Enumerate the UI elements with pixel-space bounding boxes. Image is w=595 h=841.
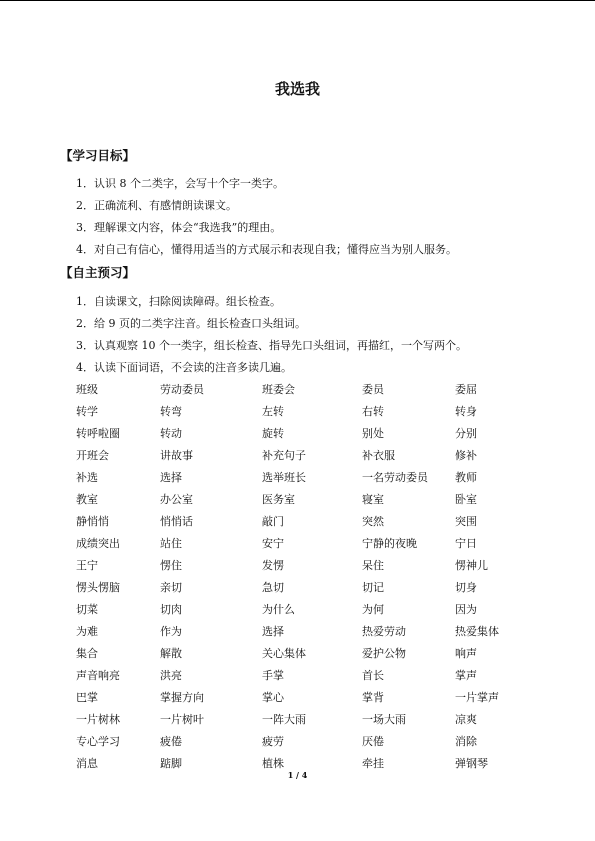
word-cell: 站住	[160, 537, 182, 550]
word-cell: 宁日	[455, 537, 477, 550]
word-row	[0, 425, 595, 441]
word-cell: 教室	[76, 493, 98, 506]
goal-item-2: 2．正确流利、有感情朗读课文。	[76, 199, 237, 212]
word-cell: 踮脚	[160, 757, 182, 770]
word-cell: 热爱集体	[455, 625, 499, 638]
word-cell: 解散	[160, 647, 182, 660]
word-cell: 手掌	[262, 669, 284, 682]
word-cell: 委屈	[455, 383, 477, 396]
word-cell: 声音响亮	[76, 669, 120, 682]
word-cell: 为什么	[262, 603, 295, 616]
word-cell: 转弯	[160, 405, 182, 418]
word-cell: 安宁	[262, 537, 284, 550]
word-cell: 委员	[362, 383, 384, 396]
word-cell: 急切	[262, 581, 284, 594]
word-cell: 别处	[362, 427, 384, 440]
word-cell: 转呼啦圈	[76, 427, 120, 440]
word-cell: 一阵大雨	[262, 713, 306, 726]
word-cell: 宁静的夜晚	[362, 537, 417, 550]
word-cell: 切菜	[76, 603, 98, 616]
goal-item-3: 3．理解课文内容，体会“我选我”的理由。	[76, 221, 282, 234]
word-cell: 响声	[455, 647, 477, 660]
word-cell: 突围	[455, 515, 477, 528]
word-cell: 突然	[362, 515, 384, 528]
word-cell: 补充句子	[262, 449, 306, 462]
goal-item-4: 4．对自己有信心，懂得用适当的方式展示和表现自我；懂得应当为别人服务。	[76, 243, 457, 256]
word-cell: 成绩突出	[76, 537, 120, 550]
word-cell: 转学	[76, 405, 98, 418]
word-cell: 洪亮	[160, 669, 182, 682]
word-cell: 班级	[76, 383, 98, 396]
word-cell: 右转	[362, 405, 384, 418]
word-row	[0, 535, 595, 551]
word-cell: 医务室	[262, 493, 295, 506]
word-cell: 亲切	[160, 581, 182, 594]
word-row	[0, 381, 595, 397]
word-cell: 掌声	[455, 669, 477, 682]
goal-item-1: 1．认识 8 个二类字，会写十个字一类字。	[76, 177, 284, 190]
word-row	[0, 755, 595, 771]
word-cell: 厌倦	[362, 735, 384, 748]
word-cell: 班委会	[262, 383, 295, 396]
word-cell: 发愣	[262, 559, 284, 572]
word-cell: 凉爽	[455, 713, 477, 726]
word-row	[0, 447, 595, 463]
word-cell: 补衣服	[362, 449, 395, 462]
word-cell: 消除	[455, 735, 477, 748]
word-cell: 消息	[76, 757, 98, 770]
word-cell: 集合	[76, 647, 98, 660]
word-cell: 因为	[455, 603, 477, 616]
word-cell: 敲门	[262, 515, 284, 528]
word-cell: 疲劳	[262, 735, 284, 748]
word-cell: 愣神儿	[455, 559, 488, 572]
word-cell: 掌心	[262, 691, 284, 704]
word-row	[0, 601, 595, 617]
word-cell: 办公室	[160, 493, 193, 506]
preview-item-1: 1．自读课文，扫除阅读障碍。组长检查。	[76, 295, 281, 308]
goals-heading: 【学习目标】	[60, 148, 136, 163]
word-cell: 热爱劳动	[362, 625, 406, 638]
word-row	[0, 623, 595, 639]
word-row	[0, 513, 595, 529]
word-cell: 教师	[455, 471, 477, 484]
word-cell: 补选	[76, 471, 98, 484]
preview-item-3: 3．认真观察 10 个一类字，组长检查、指导先口头组词，再描红，一个写两个。	[76, 339, 467, 352]
word-cell: 分别	[455, 427, 477, 440]
word-cell: 弹钢琴	[455, 757, 488, 770]
word-cell: 一片掌声	[455, 691, 499, 704]
word-cell: 开班会	[76, 449, 109, 462]
word-cell: 爱护公物	[362, 647, 406, 660]
word-cell: 选举班长	[262, 471, 306, 484]
word-cell: 卧室	[455, 493, 477, 506]
word-cell: 选择	[262, 625, 284, 638]
word-cell: 劳动委员	[160, 383, 204, 396]
word-cell: 为难	[76, 625, 98, 638]
word-cell: 愣住	[160, 559, 182, 572]
word-cell: 静悄悄	[76, 515, 109, 528]
preview-item-4: 4．认读下面词语，不会读的注音多读几遍。	[76, 361, 292, 374]
word-cell: 王宁	[76, 559, 98, 572]
word-cell: 巴掌	[76, 691, 98, 704]
word-row	[0, 667, 595, 683]
top-border-line	[0, 0, 595, 1]
word-row	[0, 491, 595, 507]
word-row	[0, 469, 595, 485]
word-cell: 为何	[362, 603, 384, 616]
word-cell: 讲故事	[160, 449, 193, 462]
word-cell: 掌背	[362, 691, 384, 704]
word-cell: 悄悄话	[160, 515, 193, 528]
word-row	[0, 403, 595, 419]
word-cell: 一场大雨	[362, 713, 406, 726]
word-cell: 愣头愣脑	[76, 581, 120, 594]
word-cell: 选择	[160, 471, 182, 484]
page-number: 1 / 4	[287, 770, 308, 780]
word-cell: 关心集体	[262, 647, 306, 660]
word-cell: 切记	[362, 581, 384, 594]
word-row	[0, 711, 595, 727]
word-row	[0, 645, 595, 661]
word-cell: 作为	[160, 625, 182, 638]
word-cell: 一名劳动委员	[362, 471, 428, 484]
preview-heading: 【自主预习】	[60, 265, 136, 280]
word-cell: 专心学习	[76, 735, 120, 748]
word-cell: 切身	[455, 581, 477, 594]
word-cell: 旋转	[262, 427, 284, 440]
word-cell: 左转	[262, 405, 284, 418]
word-row	[0, 733, 595, 749]
word-cell: 一片树林	[76, 713, 120, 726]
word-cell: 一片树叶	[160, 713, 204, 726]
word-row	[0, 579, 595, 595]
word-cell: 掌握方向	[160, 691, 204, 704]
page-title: 我选我	[274, 80, 320, 98]
word-cell: 转动	[160, 427, 182, 440]
word-cell: 切肉	[160, 603, 182, 616]
word-cell: 转身	[455, 405, 477, 418]
word-cell: 疲倦	[160, 735, 182, 748]
word-cell: 牵挂	[362, 757, 384, 770]
preview-item-2: 2．给 9 页的二类字注音。组长检查口头组词。	[76, 317, 306, 330]
word-cell: 修补	[455, 449, 477, 462]
word-cell: 首长	[362, 669, 384, 682]
word-cell: 寝室	[362, 493, 384, 506]
word-cell: 呆住	[362, 559, 384, 572]
word-row	[0, 689, 595, 705]
word-row	[0, 557, 595, 573]
word-cell: 植株	[262, 757, 284, 770]
